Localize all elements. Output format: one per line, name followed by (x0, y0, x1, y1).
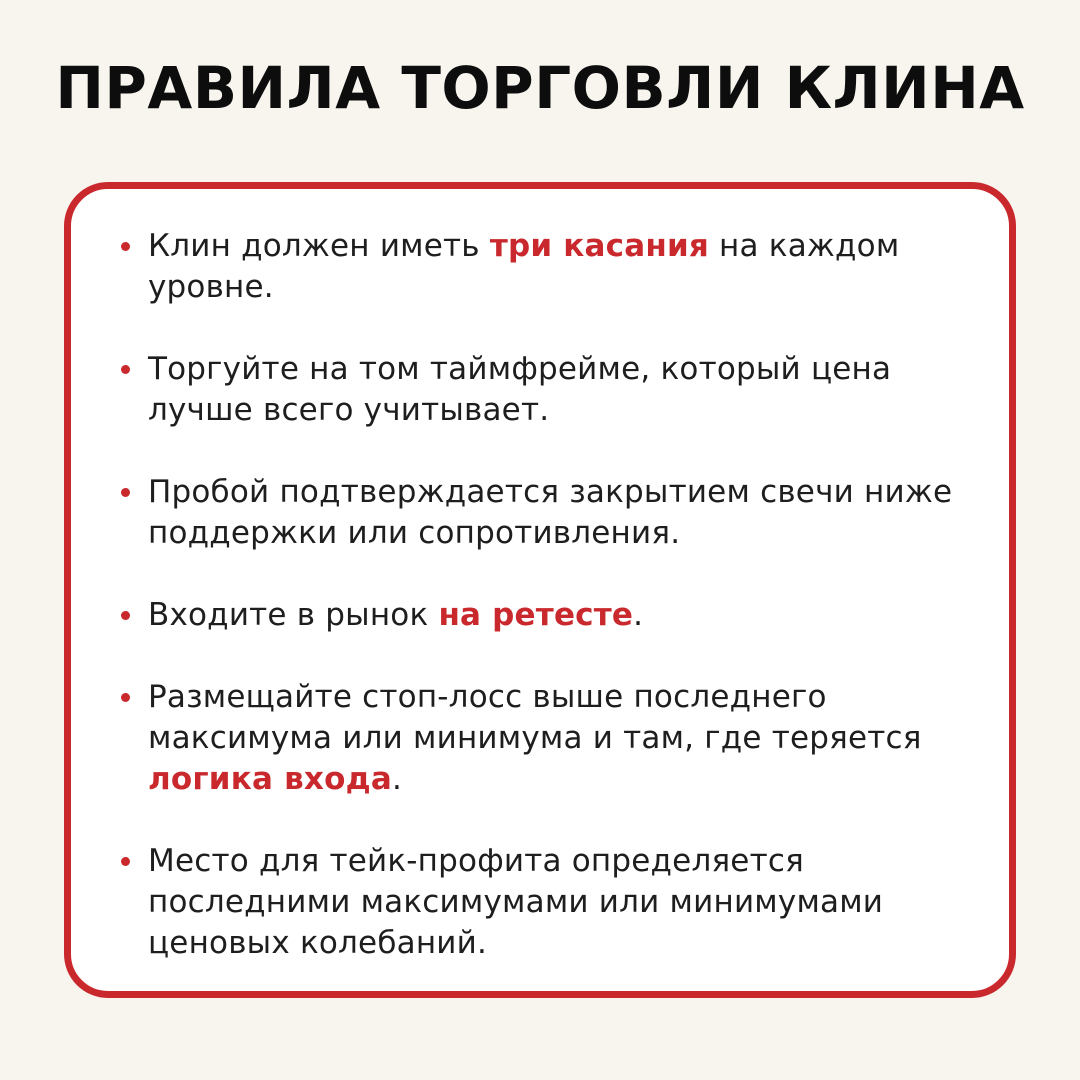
rule-item (148, 349, 968, 431)
bullet-icon (121, 693, 130, 702)
rule-text: Место для тейк-профита определяется последними максимумами или минимумами ценовых колебаний. (148, 843, 884, 961)
bullet-icon (121, 611, 130, 620)
rules-card (64, 182, 1016, 998)
rule-text: Пробой подтверждается закрытием свечи ниже поддержки или сопротивления. (148, 474, 953, 551)
rule-item (148, 226, 968, 308)
rule-text: Размещайте стоп-лосс выше последнего максимума или минимума и там, где теряется (148, 679, 922, 756)
rule-highlight: логика входа (148, 761, 392, 797)
rule-text: Входите в рынок (148, 597, 439, 633)
rule-highlight: три касания (489, 228, 709, 264)
rule-text-end: . (391, 761, 402, 797)
rule-text: Торгуйте на том таймфрейме, который цена лучше всего учитывает. (148, 351, 892, 428)
bullet-icon (121, 857, 130, 866)
rule-text-end: . (633, 597, 644, 633)
bullet-icon (121, 242, 130, 251)
bullet-icon (121, 365, 130, 374)
rule-item (148, 841, 968, 964)
rule-item (148, 595, 968, 636)
bullet-icon (121, 488, 130, 497)
rule-highlight: на ретесте (438, 597, 634, 633)
rule-item (148, 677, 968, 800)
rule-text: Клин должен иметь (148, 228, 490, 264)
page-title: ПРАВИЛА ТОРГОВЛИ КЛИНА (55, 54, 1025, 122)
rule-text-end: на каждом уровне. (148, 228, 900, 305)
rule-item (148, 472, 968, 554)
